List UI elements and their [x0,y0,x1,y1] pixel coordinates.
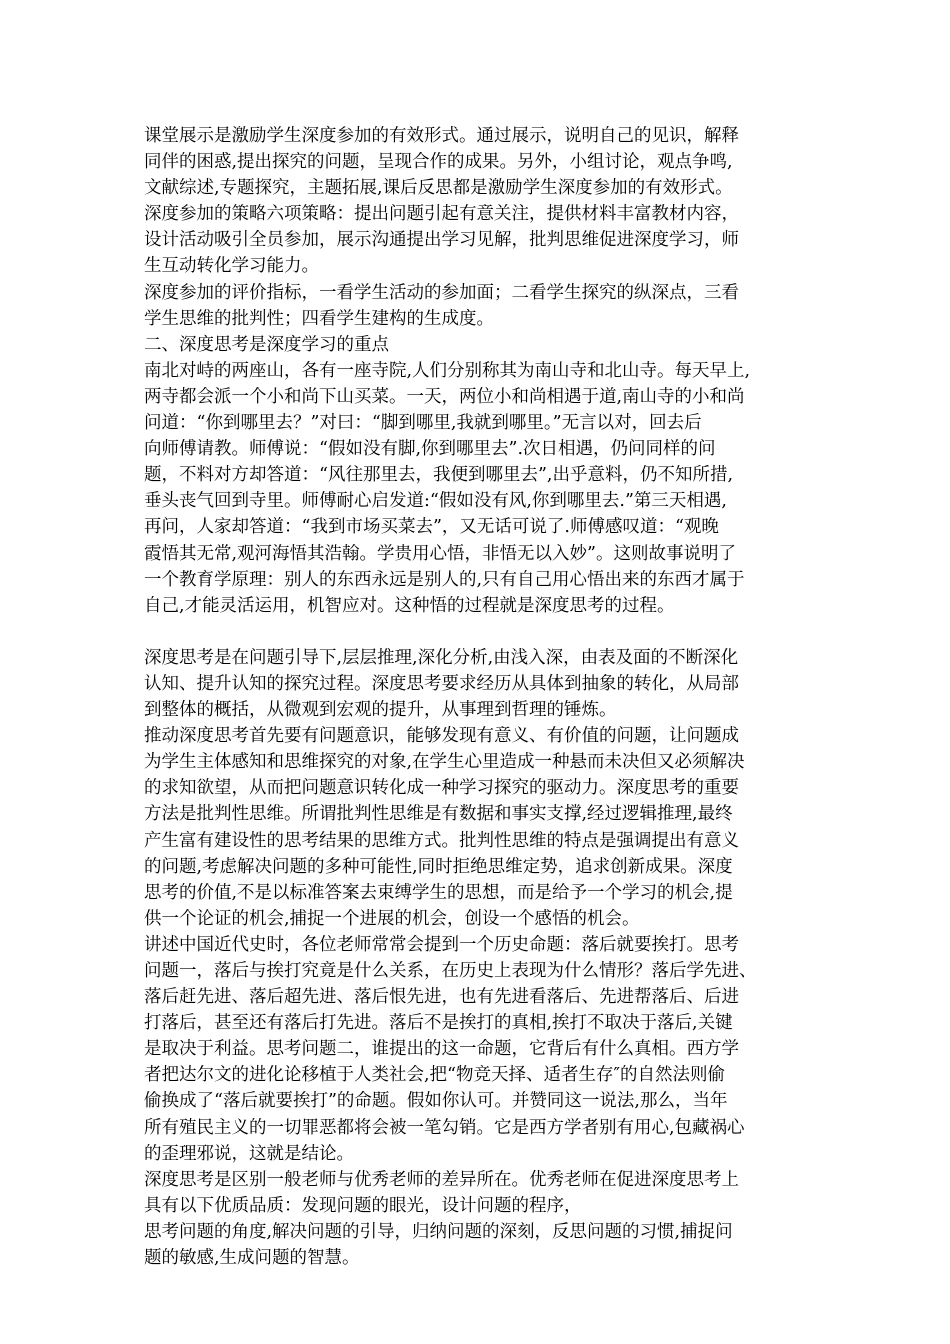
text-line: 供一个论证的机会,捕捉一个进展的机会，创设一个感悟的机会。 [144,908,640,929]
text-line: 具有以下优质品质：发现问题的眼光，设计问题的程序， [144,1195,582,1216]
text-line: 文献综述,专题探究，主题拓展,课后反思都是激励学生深度参加的有效形式。 [144,178,733,199]
text-line: 方法是批判性思维。所谓批判性思维是有数据和事实支撑,经过逻辑推理,最终 [144,804,733,825]
text-line: 霞悟其无常,观河海悟其浩翰。学贵用心悟，非悟无以入妙”。这则故事说明了 [144,543,737,564]
text-line: 同伴的困惑,提出探究的问题，呈现合作的成果。另外，小组讨论，观点争鸣, [144,152,733,173]
text-line: 南北对峙的两座山，各有一座寺院,人们分别称其为南山寺和北山寺。每天早上, [144,360,751,381]
text-line: 的歪理邪说，这就是结论。 [144,1143,354,1164]
text-line: 偷换成了“落后就要挨打”的命题。假如你认可。并赞同这一说法,那么，当年 [144,1091,728,1112]
text-line: 为学生主体感知和思维探究的对象,在学生心里造成一种悬而未决但又必须解决 [144,752,745,773]
text-line: 者把达尔文的进化论移植于人类社会,把“物竞天择、适者生存″的自然法则偷 [144,1065,726,1086]
text-line: 学生思维的批判性；四看学生建构的生成度。 [144,308,494,329]
text-line: 到整体的概括，从微观到宏观的提升，从事理到哲理的锤炼。 [144,700,617,721]
text-line: 的求知欲望，从而把问题意识转化成一种学习探究的驱动力。深度思考的重要 [144,778,739,799]
text-line: 向师傅请教。师傅说：“假如没有脚,你到哪里去”.次日相遇，仍问同样的问 [144,439,716,460]
text-line: 一个教育学原理：别人的东西永远是别人的,只有自己用心悟出来的东西才属于 [144,569,745,590]
text-line: 垂头丧气回到寺里。师傅耐心启发道:“假如没有风,你到哪里去.”第三天相遇, [144,491,727,512]
text-line: 生互动转化学习能力。 [144,256,319,277]
text-line: 认知、提升认知的探究过程。深度思考要求经历从具体到抽象的转化，从局部 [144,673,739,694]
text-line: 所有殖民主义的一切罪恶都将会被一笔勾销。它是西方学者别有用心,包藏祸心 [144,1117,745,1138]
text-line: 产生富有建设性的思考结果的思维方式。批判性思维的特点是强调提出有意义 [144,830,739,851]
text-line: 落后赶先进、落后超先进、落后恨先进，也有先进看落后、先进帮落后、后进 [144,987,739,1008]
text-line: 题，不料对方却答道：“风往那里去，我便到哪里去”,出乎意料，仍不知所措, [144,465,734,486]
text-line: 设计活动吸引全员参加，展示沟通提出学习见解，批判思维促进深度学习，师 [144,230,739,251]
text-line: 思考问题的角度,解决问题的引导，归纳问题的深刻，反思问题的习惯,捕捉问 [144,1221,733,1242]
text-line: 课堂展示是激励学生深度参加的有效形式。通过展示，说明自己的见识，解释 [144,126,739,146]
text-line: 讲述中国近代史时，各位老师常常会提到一个历史命题：落后就要挨打。思考 [144,934,739,955]
text-line: 深度参加的策略六项策略：提出问题引起有意关注，提供材料丰富教材内容， [144,204,739,225]
text-line: 推动深度思考首先要有问题意识，能够发现有意义、有价值的问题，让问题成 [144,726,739,747]
text-line: 再问，人家却答道：“我到市场买菜去”，又无话可说了.师傅感叹道：“观晚 [144,517,719,538]
text-line: 两寺都会派一个小和尚下山买菜。一天，两位小和尚相遇于道,南山寺的小和尚 [144,386,745,407]
text-line: 打落后，甚至还有落后打先进。落后不是挨打的真相,挨打不取决于落后,关键 [144,1013,733,1034]
text-line: 的问题,考虑解决问题的多种可能性,同时拒绝思维定势，追求创新成果。深度 [144,856,733,877]
text-line: 题的敏感,生成问题的智慧。 [144,1248,360,1269]
text-line: 是取决于利益。思考问题二，谁提出的这一命题，它背后有什么真相。西方学 [144,1039,739,1060]
text-line: 深度参加的评价指标，一看学生活动的参加面；二看学生探究的纵深点，三看 [144,282,739,303]
blank-line [144,619,809,645]
document-body [144,123,809,1271]
text-line: 深度思考是区别一般老师与优秀老师的差异所在。优秀老师在促进深度思考上 [144,1169,739,1190]
text-line: 深度思考是在问题引导下,层层推理,深化分析,由浅入深，由表及面的不断深化 [144,647,739,668]
text-line: 自己,才能灵活运用，机智应对。这种悟的过程就是深度思考的过程。 [144,595,675,616]
section-heading: 二、深度思考是深度学习的重点 [144,334,389,355]
text-line: 问道：“你到哪里去？”对曰：“脚到哪里,我就到哪里。”无言以对，回去后 [144,413,702,434]
text-line: 思考的价值,不是以标准答案去束缚学生的思想，而是给予一个学习的机会,提 [144,882,733,903]
text-line: 问题一，落后与挨打究竟是什么关系，在历史上表现为什么情形？落后学先进、 [144,961,757,981]
